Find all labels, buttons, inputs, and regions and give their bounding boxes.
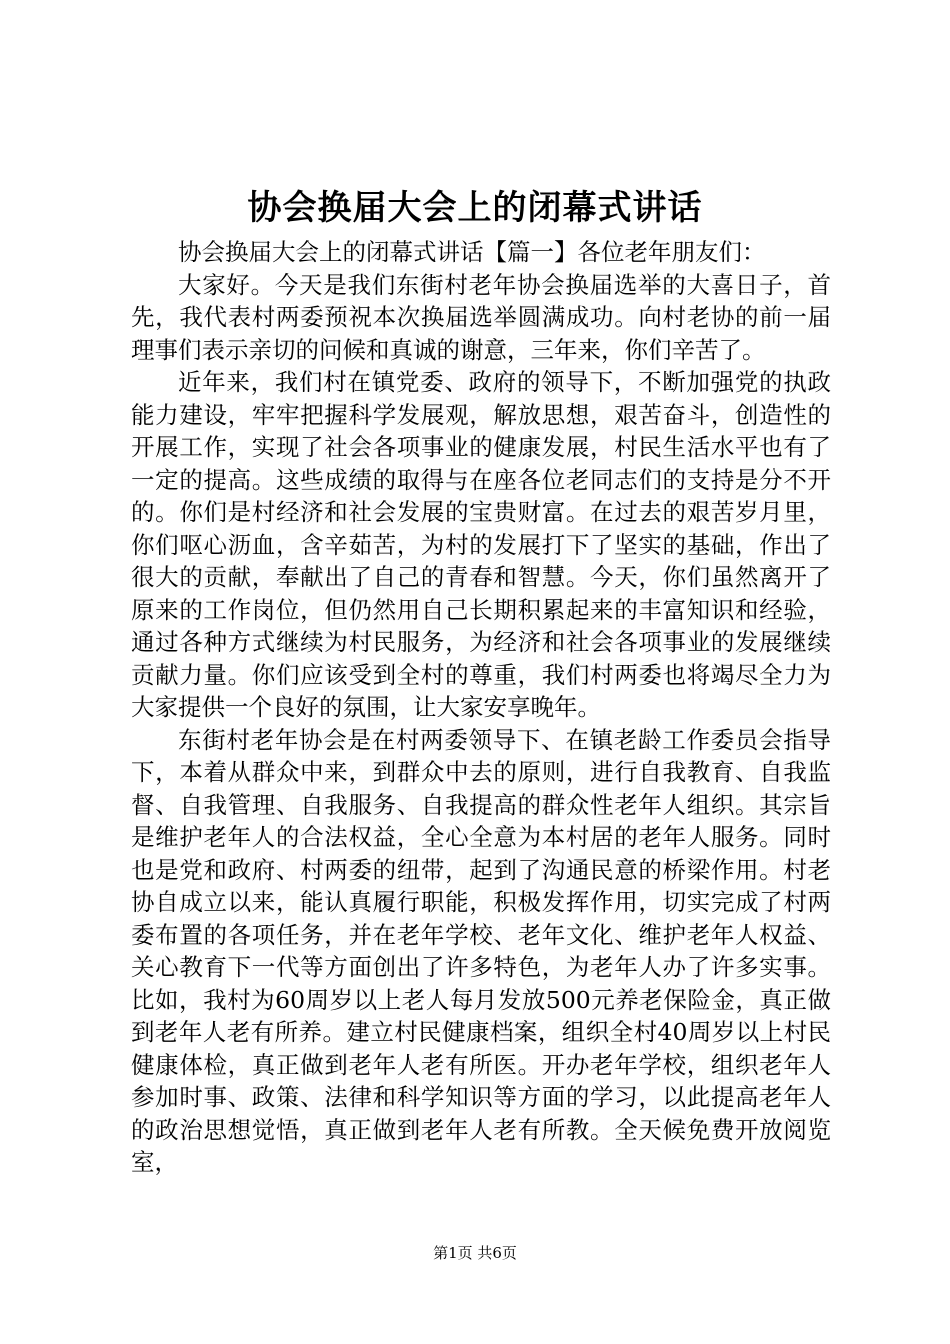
paragraph-association: 东街村老年协会是在村两委领导下、在镇老龄工作委员会指导下，本着从群众中来，到群众中去的原则，进行自我教育、自我监督、自我管理、自我服务、自我提高的群众性老年人组织。其宗旨是维护老年人的合法权益，全心全意为本村居的老年人服务。同时也是党和政府、村两委的纽带，起到了沟通民意的桥梁作用。村老协自成立以来，能认真履行职能，积极发挥作用，切实完成了村两委布置的各项任务，并在老年学校、老年文化、维护老年人权益、关心教育下一代等方面创出了许多特色，为老年人办了许多实事。比如，我村为60周岁以上老人每月发放500元养老保险金，真正做到老年人老有所养。建立村民健康档案，组织全村40周岁以上村民健康体检，真正做到老年人老有所医。开办老年学校，组织老年人参加时事、政策、法律和科学知识等方面的学习，以此提高老年人的政治思想觉悟，真正做到老年人老有所教。全天候免费开放阅览室，: [131, 725, 831, 1176]
document-body: [131, 236, 831, 1179]
document-title: 协会换届大会上的闭幕式讲话: [247, 188, 703, 228]
page-footer: 第1页 共6页: [433, 1244, 517, 1262]
paragraph-achievements: 近年来，我们村在镇党委、政府的领导下，不断加强党的执政能力建设，牢牢把握科学发展观，解放思想，艰苦奋斗，创造性的开展工作，实现了社会各项事业的健康发展，村民生活水平也有了一定的提高。这些成绩的取得与在座各位老同志们的支持是分不开的。你们是村经济和社会发展的宝贵财富。在过去的艰苦岁月里，你们呕心沥血，含辛茹苦，为村的发展打下了坚实的基础，作出了很大的贡献，奉献出了自己的青春和智慧。今天，你们虽然离开了原来的工作岗位，但仍然用自己长期积累起来的丰富知识和经验，通过各种方式继续为村民服务，为经济和社会各项事业的发展继续贡献力量。你们应该受到全村的尊重，我们村两委也将竭尽全力为大家提供一个良好的氛围，让大家安享晚年。: [131, 368, 831, 721]
paragraph-opening: 大家好。今天是我们东街村老年协会换届选举的大喜日子，首先，我代表村两委预祝本次换届选举圆满成功。向村老协的前一届理事们表示亲切的问候和真诚的谢意，三年来，你们辛苦了。: [131, 270, 831, 364]
paragraph-greeting: 协会换届大会上的闭幕式讲话【篇一】各位老年朋友们：: [178, 238, 766, 266]
